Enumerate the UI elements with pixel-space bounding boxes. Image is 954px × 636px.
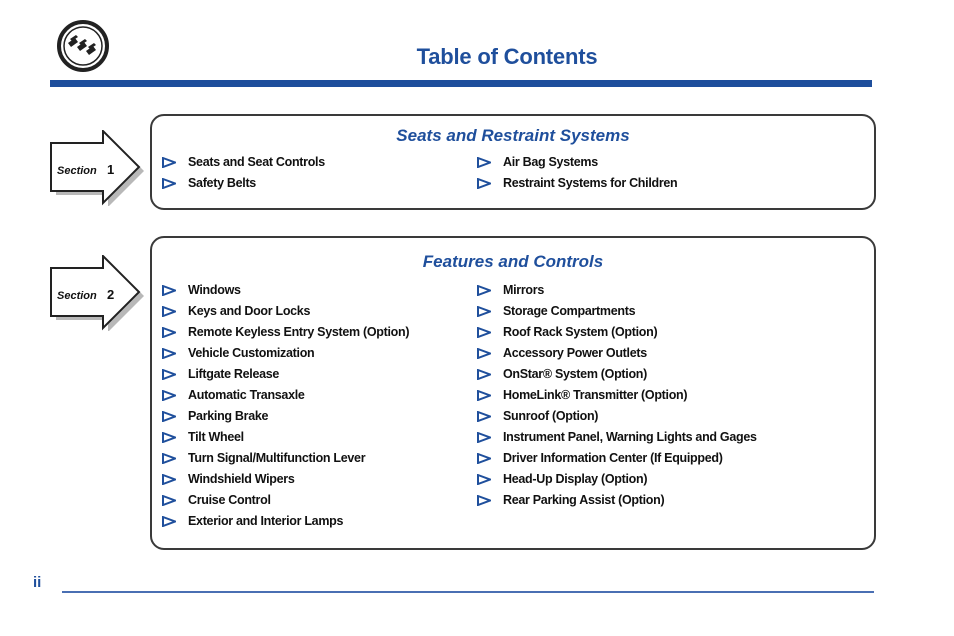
toc-item-label: Turn Signal/Multifunction Lever <box>188 451 366 465</box>
toc-item[interactable] <box>477 280 757 301</box>
triangle-bullet-icon <box>162 369 176 380</box>
toc-item[interactable] <box>477 322 757 343</box>
section-number: 2 <box>107 287 115 302</box>
toc-item-label: Head-Up Display (Option) <box>503 472 648 486</box>
triangle-bullet-icon <box>477 369 491 380</box>
toc-item[interactable] <box>477 406 757 427</box>
section-title[interactable]: Features and Controls <box>422 252 604 271</box>
toc-item-label: Seats and Seat Controls <box>188 155 325 169</box>
section-1-right-list <box>477 152 677 194</box>
toc-item[interactable] <box>477 490 757 511</box>
toc-item[interactable] <box>162 280 409 301</box>
triangle-bullet-icon <box>162 178 176 189</box>
section-1-left-list <box>162 152 325 194</box>
toc-item[interactable] <box>162 173 325 194</box>
section-1-box <box>150 114 876 210</box>
toc-item-label: Driver Information Center (If Equipped) <box>503 451 723 465</box>
triangle-bullet-icon <box>477 285 491 296</box>
toc-item-label: Instrument Panel, Warning Lights and Gages <box>503 430 757 444</box>
toc-item[interactable] <box>162 511 409 532</box>
title-divider <box>50 80 872 87</box>
toc-item-label: Air Bag Systems <box>503 155 598 169</box>
toc-item-label: Automatic Transaxle <box>188 388 305 402</box>
triangle-bullet-icon <box>162 390 176 401</box>
toc-item[interactable] <box>477 173 677 194</box>
toc-item[interactable] <box>477 469 757 490</box>
toc-item[interactable] <box>477 364 757 385</box>
triangle-bullet-icon <box>162 453 176 464</box>
triangle-bullet-icon <box>162 348 176 359</box>
section-label: Section <box>57 290 97 302</box>
toc-item-label: Parking Brake <box>188 409 269 423</box>
triangle-bullet-icon <box>162 411 176 422</box>
section-2-right-list <box>477 280 757 511</box>
toc-item[interactable] <box>477 385 757 406</box>
triangle-bullet-icon <box>477 327 491 338</box>
toc-item[interactable] <box>162 406 409 427</box>
triangle-bullet-icon <box>477 432 491 443</box>
toc-item[interactable] <box>162 490 409 511</box>
section-label: Section <box>57 165 97 177</box>
toc-item-label: Liftgate Release <box>188 367 280 381</box>
toc-item-label: Cruise Control <box>188 493 271 507</box>
toc-item[interactable] <box>477 152 677 173</box>
toc-item-label: Roof Rack System (Option) <box>503 325 658 339</box>
triangle-bullet-icon <box>477 453 491 464</box>
toc-item-label: Storage Compartments <box>503 304 636 318</box>
triangle-bullet-icon <box>162 495 176 506</box>
section-1-arrow-badge <box>45 130 145 206</box>
toc-item[interactable] <box>162 343 409 364</box>
section-2-box <box>150 236 876 550</box>
toc-item[interactable] <box>477 301 757 322</box>
triangle-bullet-icon <box>477 474 491 485</box>
toc-item[interactable] <box>162 385 409 406</box>
toc-item-label: Windows <box>188 283 241 297</box>
triangle-bullet-icon <box>162 285 176 296</box>
triangle-bullet-icon <box>162 432 176 443</box>
toc-item-label: HomeLink® Transmitter (Option) <box>503 388 688 402</box>
toc-item-label: Safety Belts <box>188 176 256 190</box>
section-number: 1 <box>107 162 115 177</box>
toc-item[interactable] <box>477 448 757 469</box>
toc-item-label: Mirrors <box>503 283 544 297</box>
triangle-bullet-icon <box>477 495 491 506</box>
toc-item[interactable] <box>162 448 409 469</box>
triangle-bullet-icon <box>477 390 491 401</box>
page-number: ii <box>33 574 42 591</box>
triangle-bullet-icon <box>162 157 176 168</box>
toc-item[interactable] <box>162 364 409 385</box>
triangle-bullet-icon <box>162 327 176 338</box>
toc-item[interactable] <box>162 427 409 448</box>
section-2-arrow-badge <box>45 255 145 331</box>
toc-item[interactable] <box>477 427 757 448</box>
toc-item-label: Exterior and Interior Lamps <box>188 514 344 528</box>
toc-item-label: Tilt Wheel <box>188 430 244 444</box>
toc-item-label: Sunroof (Option) <box>503 409 599 423</box>
toc-item-label: Remote Keyless Entry System (Option) <box>188 325 410 339</box>
toc-item[interactable] <box>162 322 409 343</box>
toc-item-label: Accessory Power Outlets <box>503 346 647 360</box>
section-2-left-list <box>162 280 409 532</box>
toc-item-label: Vehicle Customization <box>188 346 315 360</box>
triangle-bullet-icon <box>477 411 491 422</box>
toc-item-label: Rear Parking Assist (Option) <box>503 493 665 507</box>
triangle-bullet-icon <box>477 157 491 168</box>
page-title: Table of Contents <box>416 44 598 69</box>
footer-divider <box>62 591 874 593</box>
section-title[interactable]: Seats and Restraint Systems <box>396 126 630 145</box>
triangle-bullet-icon <box>477 306 491 317</box>
triangle-bullet-icon <box>162 516 176 527</box>
triangle-bullet-icon <box>477 348 491 359</box>
toc-item[interactable] <box>162 152 325 173</box>
toc-item-label: OnStar® System (Option) <box>503 367 647 381</box>
toc-item-label: Windshield Wipers <box>188 472 295 486</box>
triangle-bullet-icon <box>162 474 176 485</box>
triangle-bullet-icon <box>477 178 491 189</box>
triangle-bullet-icon <box>162 306 176 317</box>
toc-item[interactable] <box>477 343 757 364</box>
toc-item[interactable] <box>162 301 409 322</box>
toc-item-label: Keys and Door Locks <box>188 304 311 318</box>
toc-item-label: Restraint Systems for Children <box>503 176 678 190</box>
toc-item[interactable] <box>162 469 409 490</box>
